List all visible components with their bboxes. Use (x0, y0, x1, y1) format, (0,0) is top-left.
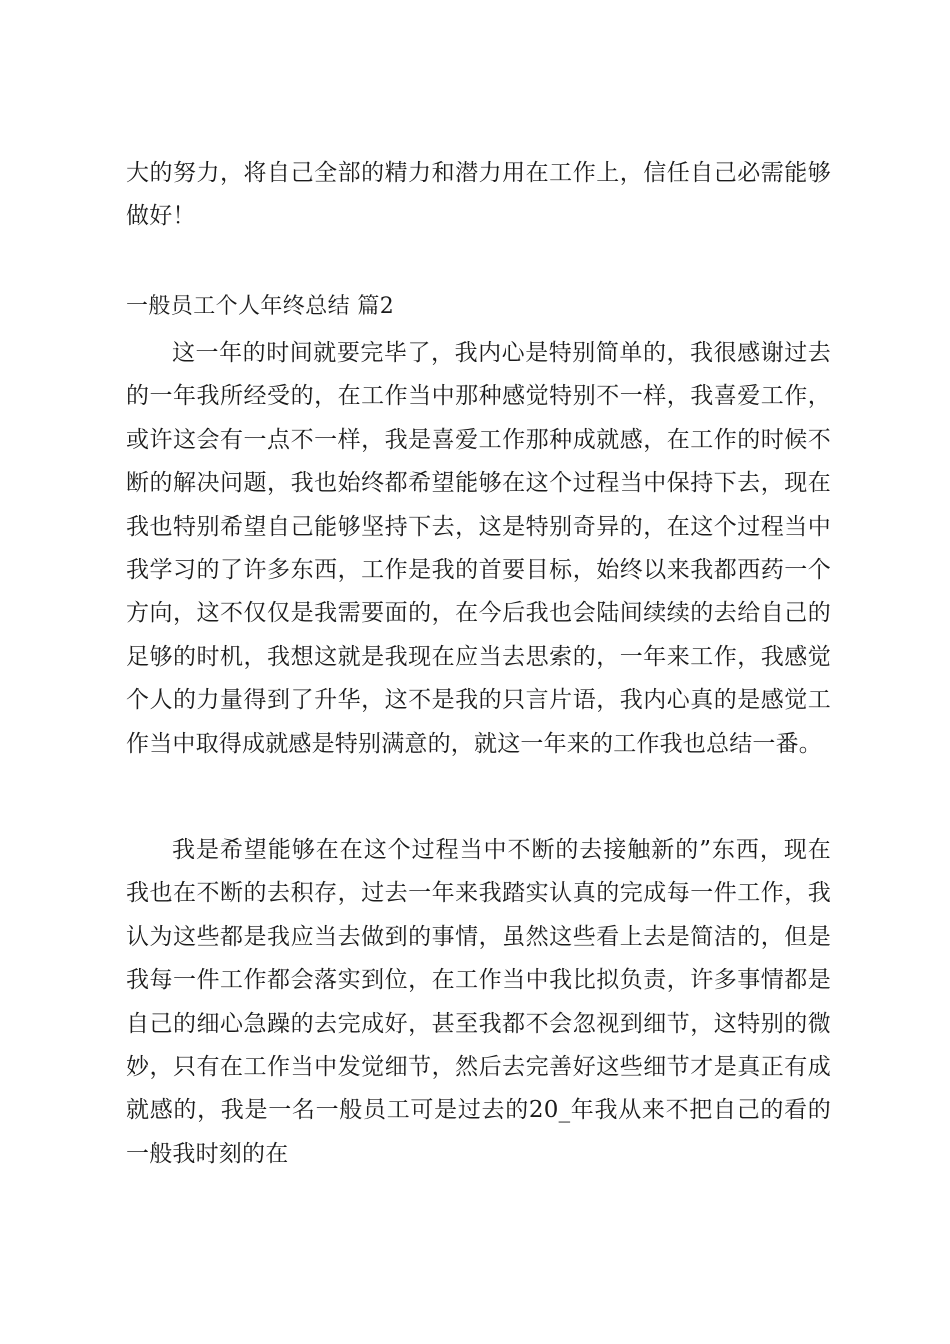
body-paragraph-1: 这一年的时间就要完毕了，我内心是特别简单的，我很感谢过去的一年我所经受的，在工作当中那种感觉特别不一样，我喜爱工作，或许这会有一点不一样，我是喜爱工作那种成就感，在工作的时候不断的解决问题，我也始终都希望能够在这个过程当中保持下去，现在我也特别希望自己能够坚持下去，这是特别奇异的，在这个过程当中我学习的了许多东西，工作是我的首要目标，始终以来我都西药一个方向，这不仅仅是我需要面的，在今后我也会陆间续续的去给自己的足够的时机，我想这就是我现在应当去思索的，一年来工作，我感觉个人的力量得到了升华，这不是我的只言片语，我内心真的是感觉工作当中取得成就感是特别满意的，就这一年来的工作我也总结一番。 (126, 340, 831, 757)
body-paragraph-2: 我是希望能够在在这个过程当中不断的去接触新的”东西，现在我也在不断的去积存，过去一年来我踏实认真的完成每一件工作，我认为这些都是我应当去做到的事情，虽然这些看上去是简洁的，但是我每一件工作都会落实到位，在工作当中我比拟负责，许多事情都是自己的细心急躁的去完成好，甚至我都不会忽视到细节，这特别的微妙，只有在工作当中发觉细节，然后去完善好这些细节才是真正有成就感的，我是一名一般员工可是过去的20_年我从来不把自己的看的一般我时刻的在 (126, 837, 831, 1167)
section-heading: 一般员工个人年终总结 篇2 (126, 294, 395, 319)
continuation-paragraph: 大的努力，将自己全部的精力和潜力用在工作上，信任自己必需能够做好！ (126, 160, 831, 230)
